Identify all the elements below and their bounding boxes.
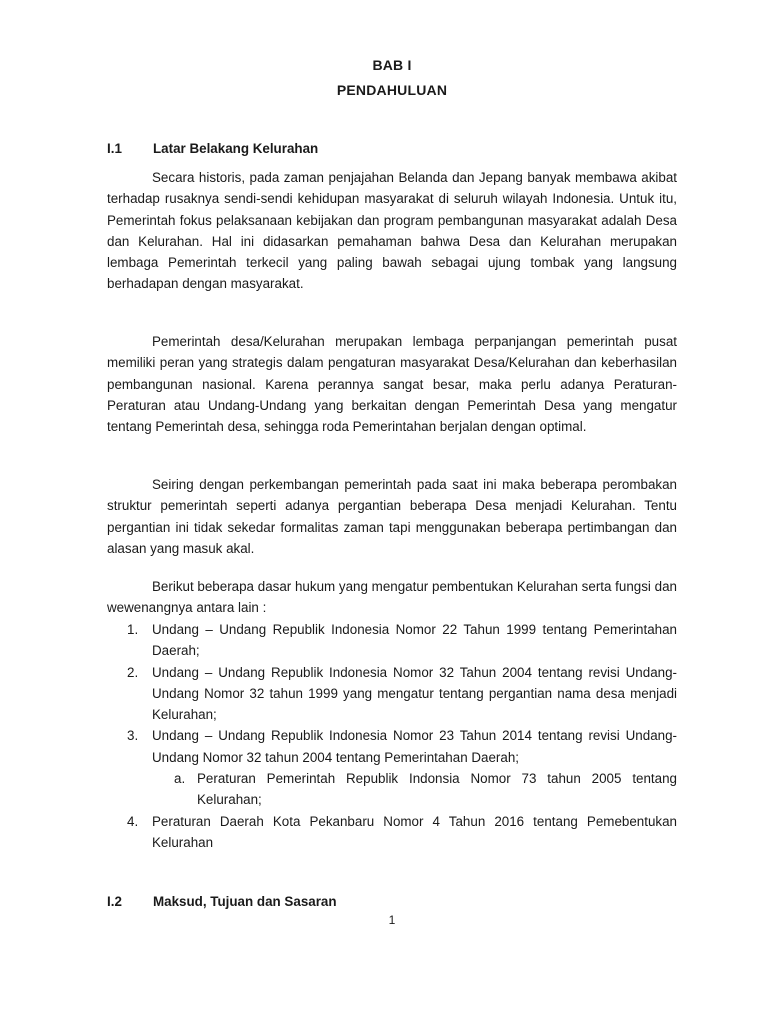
paragraph xyxy=(107,331,677,437)
list-item xyxy=(107,619,677,662)
list-item xyxy=(107,662,677,726)
paragraph-text: Seiring dengan perkembangan pemerintah pada saat ini maka beberapa perombakan struktur pemerintah seperti adanya pergantian beberapa Desa menjadi Kelurahan. Tentu pergantian ini tidak sekedar formalitas zaman tapi menggunakan beberapa pertimbangan dan alasan yang masuk akal. xyxy=(107,477,677,556)
list-item-text: Peraturan Daerah Kota Pekanbaru Nomor 4 Tahun 2016 tentang Pemebentukan Kelurahan xyxy=(152,813,677,850)
list-item-text: Undang – Undang Republik Indonesia Nomor 32 Tahun 2004 tentang revisi Undang-Undang Nomor 32 tahun 1999 yang mengatur tentang pergantian nama desa menjadi Kelurahan; xyxy=(152,664,677,723)
paragraph-text: Secara historis, pada zaman penjajahan Belanda dan Jepang banyak membawa akibat terhadap rusaknya sendi-sendi kehidupan masyarakat di seluruh wilayah Indonesia. Untuk itu, Pemerintah fokus pelaksanaan kebijakan dan program pembangunan masyarakat adalah Desa dan Kelurahan. Hal ini didasarkan pemahaman bahwa Desa dan Kelurahan merupakan lembaga Pemerintah terkecil yang paling bawah sebagai ujung tombak yang langsung berhadapan dengan masyarakat. xyxy=(107,170,677,292)
list-item-text: Undang – Undang Republik Indonesia Nomor 23 Tahun 2014 tentang revisi Undang-Undang Nomor 32 tahun 2004 tentang Pemerintahan Daerah; xyxy=(152,728,677,765)
list-item-text: Undang – Undang Republik Indonesia Nomor 22 Tahun 1999 tentang Pemerintahan Daerah; xyxy=(152,622,677,659)
list-marker: 4. xyxy=(127,813,139,829)
list-marker: 2. xyxy=(127,664,139,680)
section-title: Latar Belakang Kelurahan xyxy=(153,141,319,156)
list-item-text: Peraturan Pemerintah Republik Indonsia Nomor 73 tahun 2005 tentang Kelurahan; xyxy=(197,771,677,808)
section-title: Maksud, Tujuan dan Sasaran xyxy=(153,894,337,909)
list-item xyxy=(107,811,677,854)
list-marker: 3. xyxy=(127,728,139,744)
paragraph xyxy=(107,576,677,619)
section-number: I.2 xyxy=(107,894,122,909)
section-heading-1 xyxy=(107,141,318,156)
paragraph-text: Pemerintah desa/Kelurahan merupakan lembaga perpanjangan pemerintah pusat memiliki peran yang strategis dalam pengaturan masyarakat Desa/Kelurahan dan keberhasilan pembangunan nasional. Karena perannya sangat besar, maka perlu adanya Peraturan-Peraturan atau Undang-Undang yang berkaitan dengan Pemerintah Desa yang mengatur tentang Pemerintah desa, sehingga roda Pemerintahan berjalan dengan optimal. xyxy=(107,334,677,435)
paragraph-text: Berikut beberapa dasar hukum yang mengatur pembentukan Kelurahan serta fungsi dan wewenangnya antara lain : xyxy=(107,579,677,616)
chapter-title: PENDAHULUAN xyxy=(336,82,448,98)
list-marker: a. xyxy=(174,771,186,787)
chapter-number: BAB I xyxy=(372,57,412,73)
section-number: I.1 xyxy=(107,141,122,156)
paragraph xyxy=(107,167,677,295)
list-marker: 1. xyxy=(127,622,139,637)
legal-basis-list xyxy=(107,619,677,853)
page-number: 1 xyxy=(388,913,396,927)
list-item xyxy=(107,725,677,768)
paragraph xyxy=(107,474,677,559)
sub-list-item xyxy=(107,768,677,811)
section-heading-2 xyxy=(107,894,337,909)
